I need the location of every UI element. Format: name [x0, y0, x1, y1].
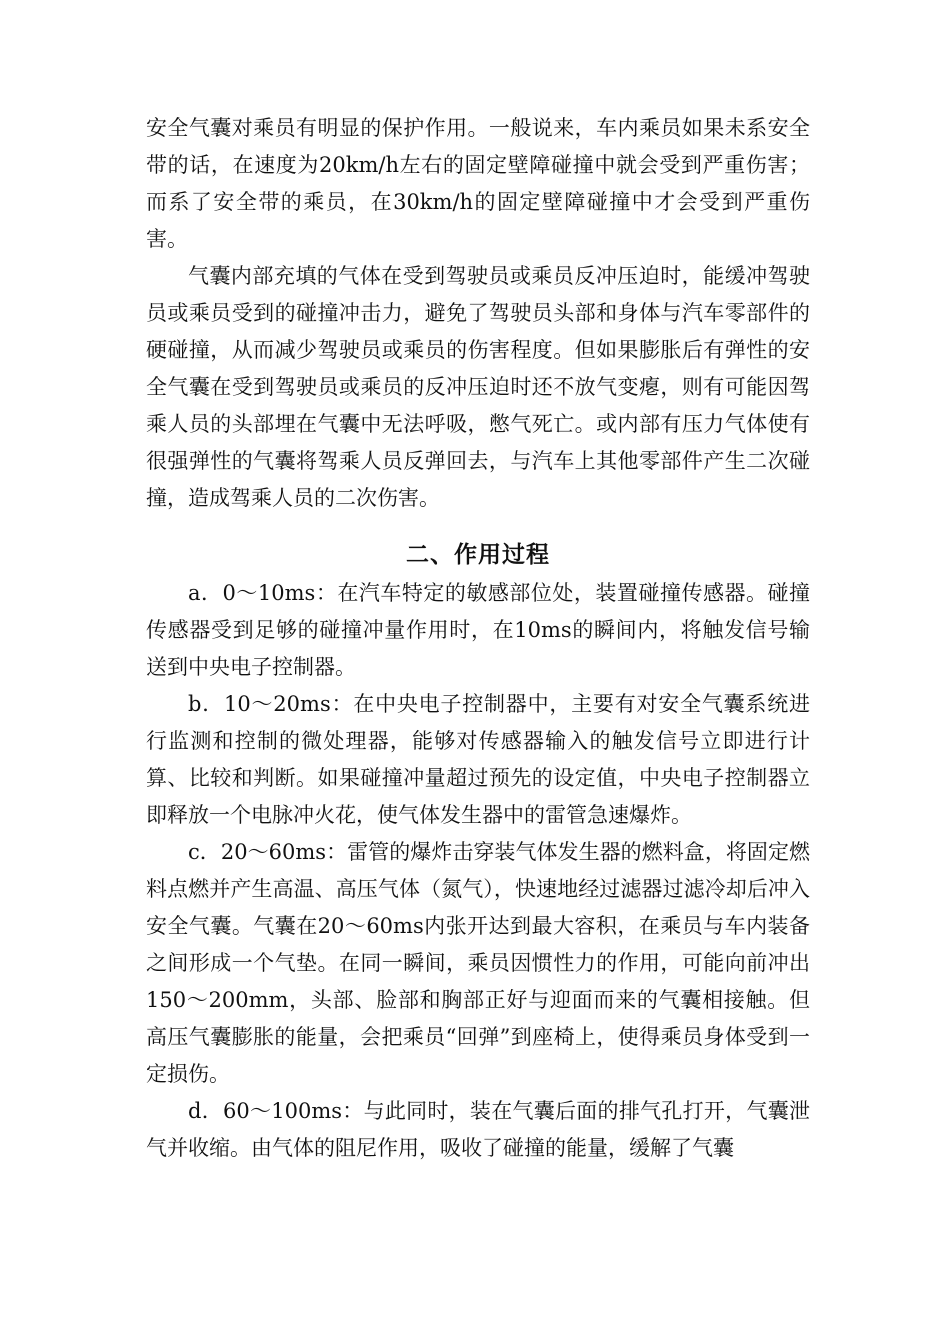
paragraph-gas-cushion: 气囊内部充填的气体在受到驾驶员或乘员反冲压迫时，能缓冲驾驶员或乘员受到的碰撞冲击力，避免了驾驶员头部和身体与汽车零部件的硬碰撞，从而减少驾驶员或乘员的伤害程度。但如果膨胀后有弹性的安全气囊在受到驾驶员或乘员的反冲压迫时还不放气变瘪，则有可能因驾乘人员的头部埋在气囊中无法呼吸，憋气死亡。或内部有压力气体使有很强弹性的气囊将驾乘人员反弹回去，与汽车上其他零部件产生二次碰撞，造成驾乘人员的二次伤害。 — [146, 264, 810, 510]
paragraph-stage-b: b．10～20ms：在中央电子控制器中，主要有对安全气囊系统进行监测和控制的微处理器，能够对传感器输入的触发信号立即进行计算、比较和判断。如果碰撞冲量超过预先的设定值，中央电子控制器立即释放一个电脉冲火花，使气体发生器中的雷管急速爆炸。 — [146, 692, 810, 827]
paragraph-stage-a: a．0～10ms：在汽车特定的敏感部位处，装置碰撞传感器。碰撞传感器受到足够的碰撞冲量作用时，在10ms的瞬间内，将触发信号输送到中央电子控制器。 — [146, 581, 810, 679]
paragraph-airbag-protection: 安全气囊对乘员有明显的保护作用。一般说来，车内乘员如果未系安全带的话，在速度为20km/h左右的固定壁障碰撞中就会受到严重伤害；而系了安全带的乘员，在30km/h的固定壁障碰撞中才会受到严重伤害。 — [146, 116, 810, 251]
document-body — [146, 110, 810, 1167]
paragraph-stage-c: c．20～60ms：雷管的爆炸击穿装气体发生器的燃料盒，将固定燃料点燃并产生高温、高压气体（氮气），快速地经过滤器过滤冷却后冲入安全气囊。气囊在20～60ms内张开达到最大容积，在乘员与车内装备之间形成一个气垫。在同一瞬间，乘员因惯性力的作用，可能向前冲出150～200mm，头部、脸部和胸部正好与迎面而来的气囊相接触。但高压气囊膨胀的能量，会把乘员“回弹”到座椅上，使得乘员身体受到一定损伤。 — [146, 840, 810, 1086]
paragraph-stage-d: d．60～100ms：与此同时，装在气囊后面的排气孔打开，气囊泄气并收缩。由气体的阻尼作用，吸收了碰撞的能量，缓解了气囊 — [146, 1099, 810, 1160]
section-heading: 二、作用过程 — [406, 542, 550, 568]
